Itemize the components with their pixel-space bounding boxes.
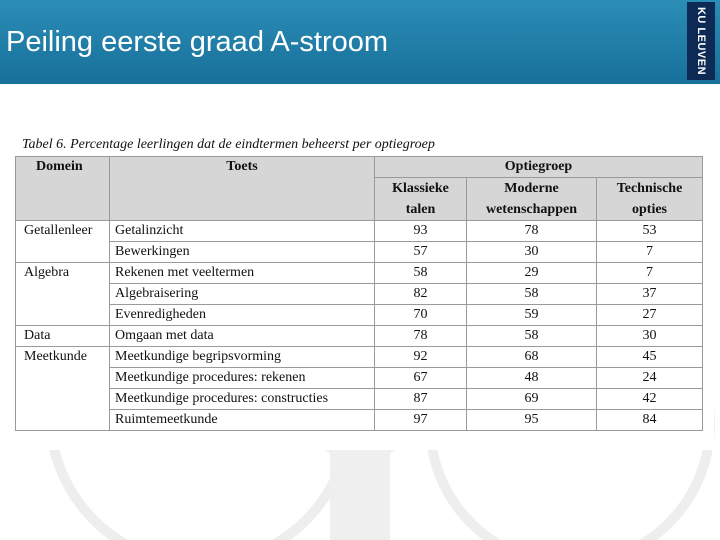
logo-text: KU LEUVEN (695, 6, 707, 76)
value-cell: 57 (375, 242, 467, 263)
value-cell: 30 (467, 242, 597, 263)
test-cell: Meetkundige begripsvorming (110, 347, 375, 368)
slide-title: Peiling eerste graad A-stroom (6, 26, 389, 58)
value-cell: 70 (375, 305, 467, 326)
value-cell: 92 (375, 347, 467, 368)
value-cell: 68 (467, 347, 597, 368)
value-cell: 48 (467, 368, 597, 389)
test-cell: Bewerkingen (110, 242, 375, 263)
domain-cell: Algebra (16, 263, 110, 326)
value-cell: 58 (375, 263, 467, 284)
results-table (15, 156, 703, 431)
table-row (16, 410, 703, 431)
test-cell: Rekenen met veeltermen (110, 263, 375, 284)
value-cell: 42 (597, 389, 703, 410)
value-cell: 53 (597, 221, 703, 242)
value-cell: 78 (467, 221, 597, 242)
value-cell: 7 (597, 242, 703, 263)
header-test: Toets (110, 157, 375, 221)
value-cell: 78 (375, 326, 467, 347)
value-cell: 24 (597, 368, 703, 389)
value-cell: 67 (375, 368, 467, 389)
value-cell: 95 (467, 410, 597, 431)
table-row (16, 347, 703, 368)
test-cell: Getalinzicht (110, 221, 375, 242)
value-cell: 87 (375, 389, 467, 410)
value-cell: 37 (597, 284, 703, 305)
test-cell: Meetkundige procedures: rekenen (110, 368, 375, 389)
table-row (16, 284, 703, 305)
value-cell: 82 (375, 284, 467, 305)
table-row (16, 368, 703, 389)
header-optiegroep: Optiegroep (375, 157, 703, 178)
header-domain: Domein (16, 157, 110, 221)
slide-header (0, 0, 720, 84)
value-cell: 7 (597, 263, 703, 284)
table-row (16, 326, 703, 347)
value-cell: 27 (597, 305, 703, 326)
ku-leuven-logo (687, 2, 715, 80)
value-cell: 58 (467, 326, 597, 347)
domain-cell: Meetkunde (16, 347, 110, 431)
test-cell: Omgaan met data (110, 326, 375, 347)
table-row (16, 389, 703, 410)
header-moderne-wetenschappen: Moderne wetenschappen (467, 178, 597, 221)
table-caption: Tabel 6. Percentage leerlingen dat de eindtermen beheerst per optiegroep (22, 137, 435, 152)
value-cell: 97 (375, 410, 467, 431)
value-cell: 84 (597, 410, 703, 431)
table-row (16, 263, 703, 284)
test-cell: Meetkundige procedures: constructies (110, 389, 375, 410)
value-cell: 69 (467, 389, 597, 410)
value-cell: 58 (467, 284, 597, 305)
table-row (16, 305, 703, 326)
test-cell: Evenredigheden (110, 305, 375, 326)
value-cell: 29 (467, 263, 597, 284)
domain-cell: Getallenleer (16, 221, 110, 263)
domain-cell: Data (16, 326, 110, 347)
table-row (16, 242, 703, 263)
value-cell: 59 (467, 305, 597, 326)
value-cell: 30 (597, 326, 703, 347)
test-cell: Algebraisering (110, 284, 375, 305)
header-klassieke-talen: Klassieke talen (375, 178, 467, 221)
table-row (16, 221, 703, 242)
test-cell: Ruimtemeetkunde (110, 410, 375, 431)
value-cell: 93 (375, 221, 467, 242)
header-technische-opties: Technische opties (597, 178, 703, 221)
value-cell: 45 (597, 347, 703, 368)
